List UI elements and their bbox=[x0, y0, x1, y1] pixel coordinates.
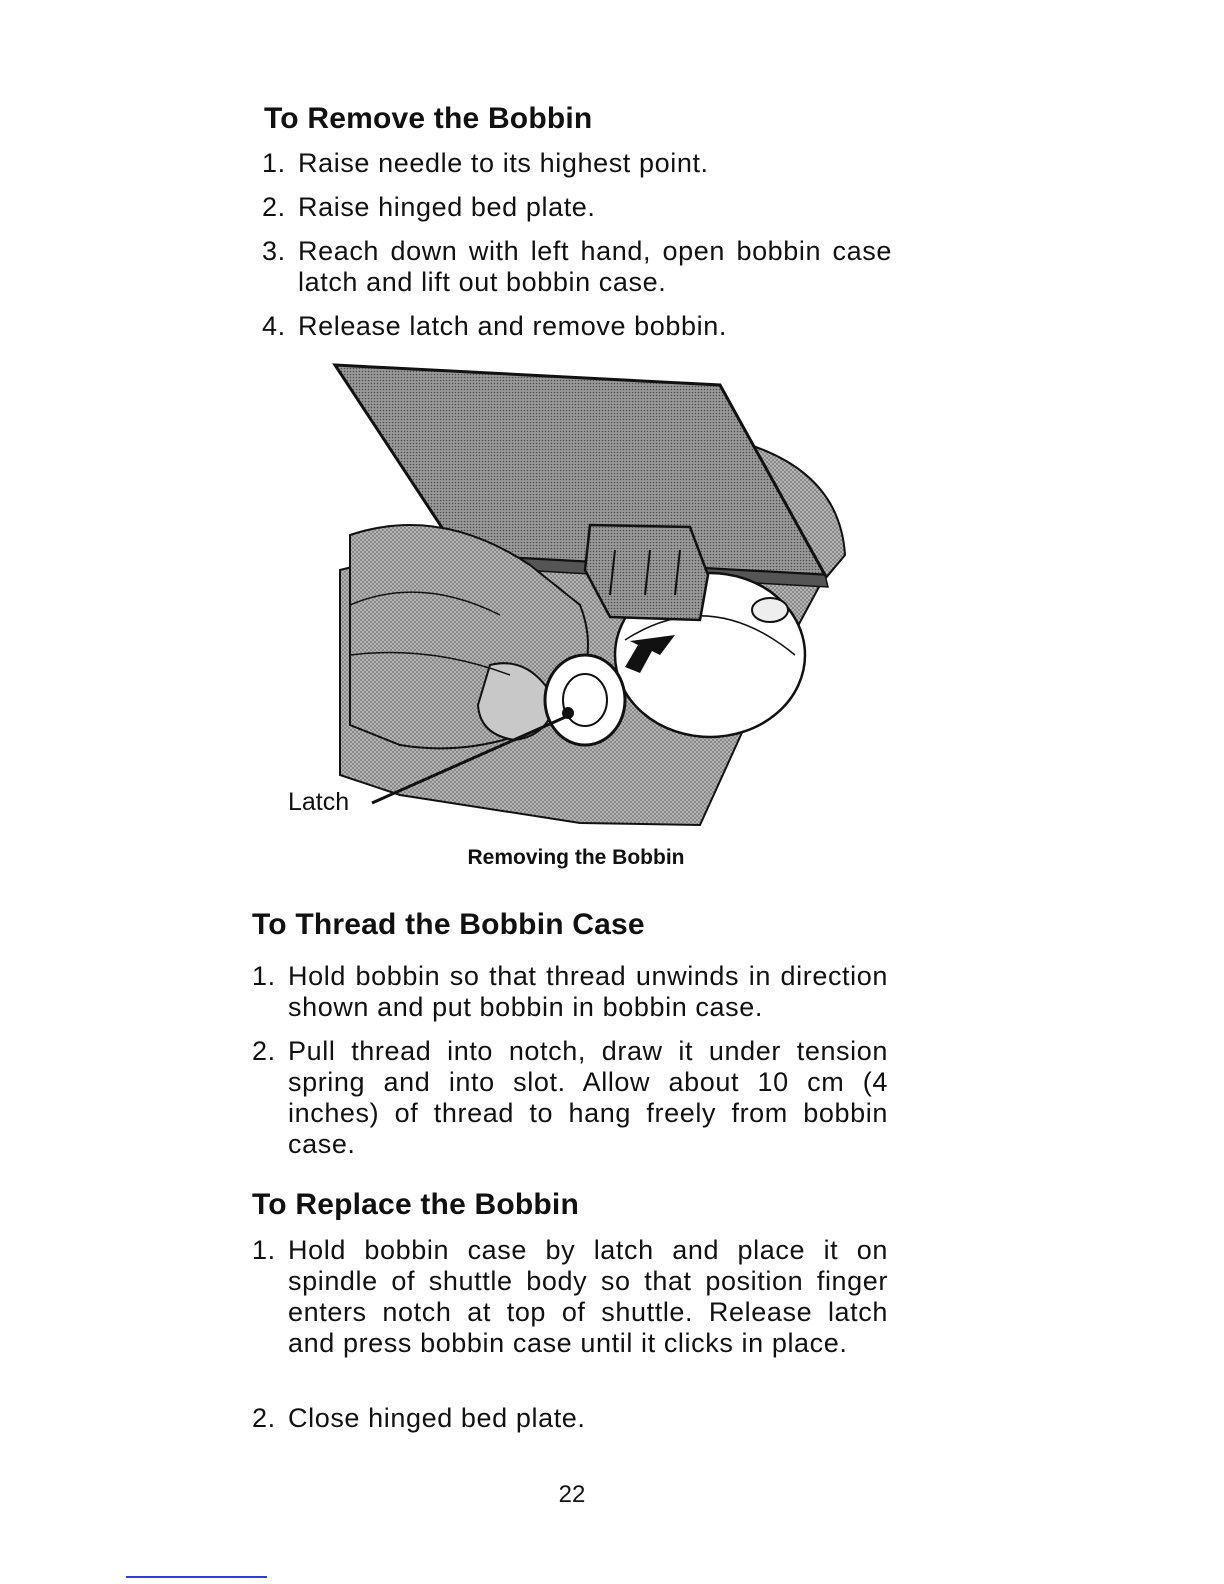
page-number: 22 bbox=[558, 1481, 586, 1508]
step-text: Hold bobbin so that thread unwinds in direction shown and put bobbin in bobbin case. bbox=[288, 961, 888, 1022]
step-text: Release latch and remove bobbin. bbox=[298, 311, 727, 341]
step-number: 4. bbox=[262, 311, 286, 341]
heading-thread-bobbin-case: To Thread the Bobbin Case bbox=[252, 908, 645, 941]
bobbin-removal-illustration bbox=[280, 355, 860, 835]
step-text: Pull thread into notch, draw it under tension spring and into slot. Allow about 10 cm (4 inches) of thread to hang freely from bobbin case. bbox=[288, 1036, 888, 1159]
bobbin-case bbox=[545, 655, 625, 745]
heading-remove-bobbin: To Remove the Bobbin bbox=[264, 102, 593, 135]
step-number: 1. bbox=[252, 961, 276, 991]
step-number: 2. bbox=[262, 192, 286, 222]
figure-caption: Removing the Bobbin bbox=[467, 846, 685, 869]
step-number: 1. bbox=[252, 1235, 276, 1265]
thumbscrew bbox=[752, 598, 788, 622]
step-text: Reach down with left hand, open bobbin case latch and lift out bobbin case. bbox=[298, 236, 892, 297]
step-text: Close hinged bed plate. bbox=[288, 1403, 586, 1433]
heading-replace-bobbin: To Replace the Bobbin bbox=[252, 1188, 579, 1221]
step-text: Raise needle to its highest point. bbox=[298, 148, 709, 178]
step-number: 3. bbox=[262, 236, 286, 266]
step-text: Raise hinged bed plate. bbox=[298, 192, 596, 222]
divider bbox=[126, 1576, 267, 1578]
latch-label: Latch bbox=[288, 788, 350, 816]
step-number: 2. bbox=[252, 1403, 276, 1433]
step-number: 1. bbox=[262, 148, 286, 178]
step-text: Hold bobbin case by latch and place it on spindle of shuttle body so that position finger enters notch at top of shuttle. Release latch and press bobbin case until it clicks in place. bbox=[288, 1235, 888, 1358]
step-number: 2. bbox=[252, 1036, 276, 1066]
